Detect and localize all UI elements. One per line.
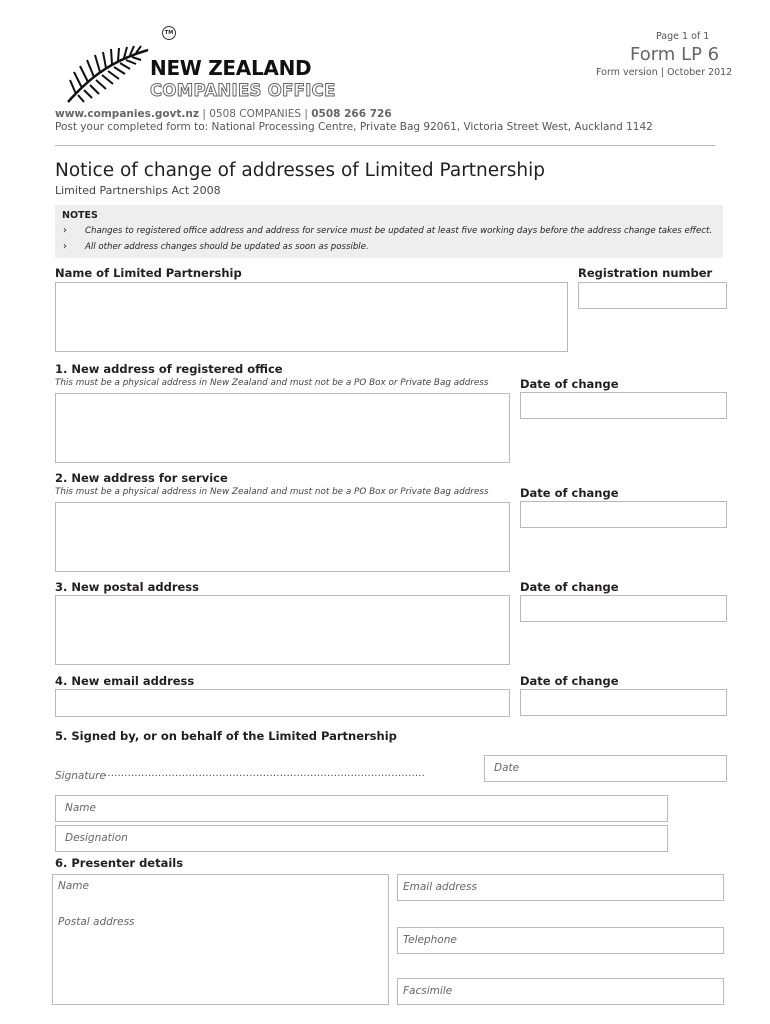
phone-number: 0508 266 726 (311, 108, 392, 120)
post-instructions: Post your completed form to: National Processing Centre, Private Bag 92061, Victoria Street West, Auckland 1142 (55, 121, 653, 133)
signer-name-field[interactable] (55, 795, 668, 822)
signature-label: Signature (55, 770, 106, 782)
section-4-label: 4. New email address (55, 674, 195, 688)
presenter-telephone-field[interactable] (397, 927, 724, 954)
designation-placeholder: Designation (65, 832, 128, 844)
section-2-hint: This must be a physical address in New Zealand and must not be a PO Box or Private Bag address (55, 487, 489, 497)
logo-line-2: COMPANIES OFFICE (150, 81, 336, 100)
presenter-facsimile-placeholder: Facsimile (403, 985, 453, 997)
section-5-label: 5. Signed by, or on behalf of the Limited Partnership (55, 729, 397, 743)
phone-text: | 0508 COMPANIES | (199, 108, 312, 120)
name-lp-field[interactable] (55, 282, 568, 352)
sign-date-field[interactable] (484, 755, 727, 782)
date-of-change-3-label: Date of change (520, 580, 619, 594)
name-lp-label: Name of Limited Partnership (55, 266, 242, 280)
form-version: Form version | October 2012 (596, 67, 733, 78)
signature-line[interactable]: ............................................................................................... (104, 768, 425, 779)
signer-name-placeholder: Name (65, 802, 96, 814)
notes-panel (55, 205, 723, 258)
form-code: Form LP 6 (630, 44, 720, 65)
contact-line (55, 108, 392, 120)
presenter-email-placeholder: Email address (403, 881, 477, 893)
presenter-telephone-placeholder: Telephone (403, 934, 457, 946)
sign-date-placeholder: Date (494, 762, 520, 774)
presenter-facsimile-field[interactable] (397, 978, 724, 1005)
section-1-hint: This must be a physical address in New Zealand and must not be a PO Box or Private Bag address (55, 378, 489, 388)
page-number: Page 1 of 1 (656, 31, 710, 42)
presenter-details-field[interactable] (52, 874, 389, 1005)
note-item-1: Changes to registered office address and address for service must be updated at least five working days before the address change takes effect. (85, 226, 713, 236)
presenter-email-field[interactable] (397, 874, 724, 901)
trademark-text: TM (164, 30, 174, 36)
fern-logo-icon (62, 40, 152, 106)
section-1-label: 1. New address of registered office (55, 362, 283, 376)
address-for-service-field[interactable] (55, 502, 510, 572)
section-2-label: 2. New address for service (55, 471, 228, 485)
form-title: Notice of change of addresses of Limited Partnership (55, 160, 546, 181)
date-of-change-1-label: Date of change (520, 377, 619, 391)
header-divider (55, 145, 715, 146)
date-of-change-3-field[interactable] (520, 595, 727, 622)
logo-line-1: NEW ZEALAND (150, 56, 312, 80)
reg-number-label: Registration number (578, 266, 713, 280)
presenter-postal-placeholder: Postal address (58, 916, 135, 928)
date-of-change-4-field[interactable] (520, 689, 727, 716)
website-link[interactable]: www.companies.govt.nz (55, 108, 200, 120)
notes-heading: NOTES (62, 210, 98, 221)
date-of-change-2-label: Date of change (520, 486, 619, 500)
note-item-2: All other address changes should be updated as soon as possible. (85, 242, 369, 252)
notes-bullet-1: › (63, 225, 67, 236)
date-of-change-1-field[interactable] (520, 392, 727, 419)
section-6-label: 6. Presenter details (55, 856, 184, 870)
notes-bullet-2: › (63, 241, 67, 252)
date-of-change-4-label: Date of change (520, 674, 619, 688)
designation-field[interactable] (55, 825, 668, 852)
reg-number-field[interactable] (578, 282, 727, 309)
postal-address-field[interactable] (55, 595, 510, 665)
section-3-label: 3. New postal address (55, 580, 199, 594)
email-address-field[interactable] (55, 689, 510, 717)
trademark-badge (162, 26, 176, 40)
date-of-change-2-field[interactable] (520, 501, 727, 528)
presenter-name-placeholder: Name (58, 880, 89, 892)
form-subtitle: Limited Partnerships Act 2008 (55, 184, 221, 197)
registered-office-field[interactable] (55, 393, 510, 463)
